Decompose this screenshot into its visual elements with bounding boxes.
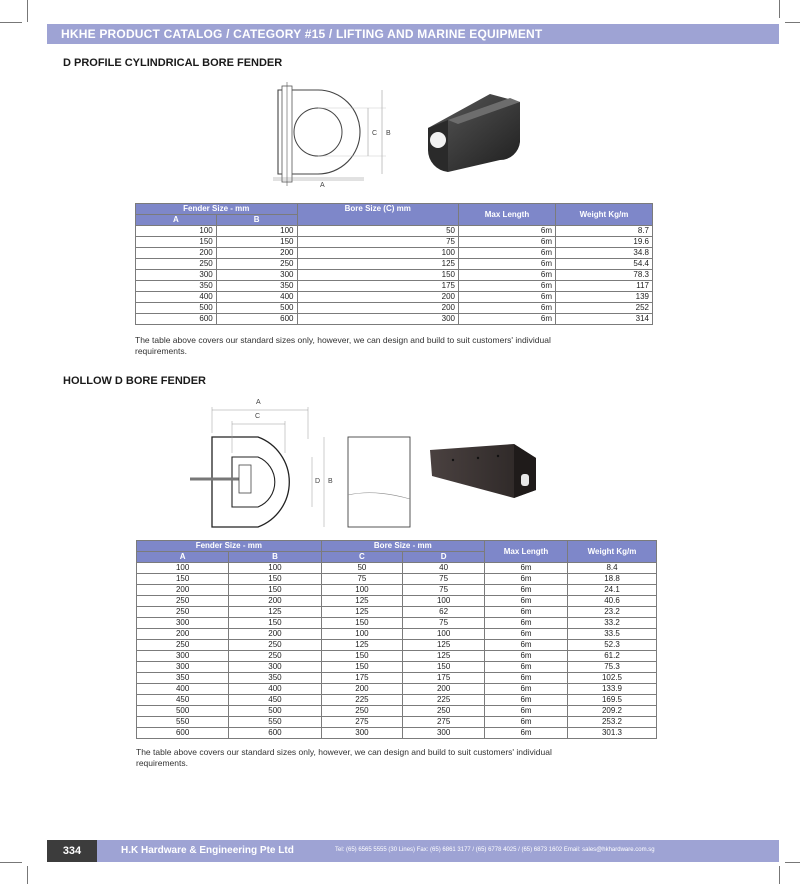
table-row bbox=[136, 314, 653, 325]
table-row bbox=[137, 563, 657, 574]
table-cell: 550 bbox=[137, 717, 229, 728]
table-cell: 200 bbox=[297, 292, 459, 303]
d-profile-spec-table bbox=[135, 203, 653, 325]
table-row bbox=[136, 248, 653, 259]
table-cell: 75 bbox=[403, 574, 485, 585]
hollow-d-side-view bbox=[345, 437, 415, 527]
table-cell: 8.4 bbox=[568, 563, 657, 574]
table-cell: 125 bbox=[403, 640, 485, 651]
table-subheader: A bbox=[136, 215, 217, 226]
table-cell: 500 bbox=[216, 303, 297, 314]
table-cell: 61.2 bbox=[568, 651, 657, 662]
table-cell: 50 bbox=[321, 563, 403, 574]
dim-label-c: C bbox=[255, 413, 261, 420]
table-cell: 550 bbox=[229, 717, 321, 728]
table-cell: 33.2 bbox=[568, 618, 657, 629]
table-cell: 200 bbox=[136, 248, 217, 259]
table-cell: 275 bbox=[321, 717, 403, 728]
table-cell: 8.7 bbox=[556, 226, 653, 237]
dim-label-c: C bbox=[372, 130, 378, 137]
table-cell: 52.3 bbox=[568, 640, 657, 651]
table-cell: 6m bbox=[485, 640, 568, 651]
table-cell: 18.8 bbox=[568, 574, 657, 585]
table-row bbox=[136, 237, 653, 248]
table-cell: 150 bbox=[137, 574, 229, 585]
table-cell: 169.5 bbox=[568, 695, 657, 706]
table-row bbox=[137, 673, 657, 684]
table-cell: 250 bbox=[137, 596, 229, 607]
table-cell: 6m bbox=[459, 226, 556, 237]
table-cell: 450 bbox=[137, 695, 229, 706]
table-cell: 250 bbox=[137, 640, 229, 651]
table-cell: 6m bbox=[485, 585, 568, 596]
table-cell: 175 bbox=[403, 673, 485, 684]
table-cell: 500 bbox=[229, 706, 321, 717]
table-cell: 400 bbox=[216, 292, 297, 303]
table-cell: 350 bbox=[137, 673, 229, 684]
table-cell: 225 bbox=[403, 695, 485, 706]
table-cell: 100 bbox=[403, 629, 485, 640]
table-row bbox=[137, 662, 657, 673]
table-cell: 100 bbox=[403, 596, 485, 607]
table-row bbox=[136, 292, 653, 303]
table-cell: 40 bbox=[403, 563, 485, 574]
table-cell: 600 bbox=[229, 728, 321, 739]
table-cell: 225 bbox=[321, 695, 403, 706]
table-cell: 150 bbox=[321, 618, 403, 629]
hollow-d-spec-table bbox=[136, 540, 657, 739]
table-cell: 314 bbox=[556, 314, 653, 325]
table-row bbox=[137, 706, 657, 717]
table-cell: 200 bbox=[403, 684, 485, 695]
table-cell: 6m bbox=[485, 607, 568, 618]
table-header: Max Length bbox=[485, 541, 568, 563]
table-cell: 62 bbox=[403, 607, 485, 618]
table-cell: 6m bbox=[459, 303, 556, 314]
table-cell: 350 bbox=[229, 673, 321, 684]
table-cell: 250 bbox=[229, 640, 321, 651]
crop-mark bbox=[785, 22, 800, 23]
table-row bbox=[137, 640, 657, 651]
table-cell: 150 bbox=[229, 618, 321, 629]
table-cell: 200 bbox=[229, 629, 321, 640]
table-row bbox=[137, 574, 657, 585]
table-cell: 300 bbox=[216, 270, 297, 281]
section2-title: HOLLOW D BORE FENDER bbox=[63, 375, 206, 387]
table-cell: 6m bbox=[459, 281, 556, 292]
table-cell: 200 bbox=[297, 303, 459, 314]
crop-mark bbox=[27, 866, 28, 884]
d-profile-fender-photo bbox=[420, 80, 525, 180]
table-row bbox=[137, 596, 657, 607]
table-cell: 150 bbox=[229, 574, 321, 585]
table-cell: 350 bbox=[136, 281, 217, 292]
table-header: Weight Kg/m bbox=[556, 204, 653, 226]
dim-label-a: A bbox=[320, 182, 325, 189]
table-cell: 200 bbox=[321, 684, 403, 695]
table-cell: 100 bbox=[321, 629, 403, 640]
table-cell: 6m bbox=[459, 292, 556, 303]
dim-label-b: B bbox=[386, 130, 391, 137]
table-cell: 600 bbox=[216, 314, 297, 325]
table-cell: 350 bbox=[216, 281, 297, 292]
table-cell: 100 bbox=[216, 226, 297, 237]
table-subheader: A bbox=[137, 552, 229, 563]
table-cell: 6m bbox=[485, 574, 568, 585]
page-number: 334 bbox=[47, 840, 97, 862]
table-row bbox=[137, 629, 657, 640]
table-cell: 100 bbox=[137, 563, 229, 574]
page-footer bbox=[47, 840, 779, 862]
table-cell: 300 bbox=[137, 651, 229, 662]
table-cell: 209.2 bbox=[568, 706, 657, 717]
table-cell: 150 bbox=[136, 237, 217, 248]
table-cell: 100 bbox=[229, 563, 321, 574]
company-name: H.K Hardware & Engineering Pte Ltd bbox=[121, 845, 294, 856]
table-cell: 250 bbox=[136, 259, 217, 270]
table-cell: 250 bbox=[321, 706, 403, 717]
table-cell: 253.2 bbox=[568, 717, 657, 728]
table-cell: 6m bbox=[485, 673, 568, 684]
table-cell: 23.2 bbox=[568, 607, 657, 618]
table-cell: 6m bbox=[459, 237, 556, 248]
table-cell: 6m bbox=[485, 684, 568, 695]
table-cell: 300 bbox=[321, 728, 403, 739]
table-cell: 133.9 bbox=[568, 684, 657, 695]
table-cell: 6m bbox=[459, 259, 556, 270]
table-cell: 500 bbox=[136, 303, 217, 314]
page-header-title: HKHE PRODUCT CATALOG / CATEGORY #15 / LIFTING AND MARINE EQUIPMENT bbox=[61, 27, 543, 41]
table-cell: 200 bbox=[229, 596, 321, 607]
table-row bbox=[137, 651, 657, 662]
dim-label-d: D bbox=[315, 478, 321, 485]
table-cell: 33.5 bbox=[568, 629, 657, 640]
table-cell: 600 bbox=[137, 728, 229, 739]
table-cell: 6m bbox=[459, 270, 556, 281]
section1-title: D PROFILE CYLINDRICAL BORE FENDER bbox=[63, 57, 283, 69]
table-cell: 200 bbox=[216, 248, 297, 259]
dim-label-b: B bbox=[328, 478, 333, 485]
table-row bbox=[137, 618, 657, 629]
table-header: Max Length bbox=[459, 204, 556, 226]
table-cell: 6m bbox=[485, 728, 568, 739]
table-cell: 150 bbox=[297, 270, 459, 281]
table-row bbox=[137, 728, 657, 739]
table-cell: 78.3 bbox=[556, 270, 653, 281]
hollow-d-diagram bbox=[190, 395, 340, 535]
table-cell: 50 bbox=[297, 226, 459, 237]
table-row bbox=[136, 303, 653, 314]
crop-mark bbox=[0, 22, 22, 23]
table-cell: 125 bbox=[297, 259, 459, 270]
table-cell: 6m bbox=[485, 563, 568, 574]
crop-mark bbox=[27, 0, 28, 22]
table-cell: 150 bbox=[403, 662, 485, 673]
table-cell: 300 bbox=[229, 662, 321, 673]
table-subheader: B bbox=[216, 215, 297, 226]
table-cell: 200 bbox=[137, 629, 229, 640]
table-cell: 200 bbox=[137, 585, 229, 596]
table-cell: 125 bbox=[321, 596, 403, 607]
table-cell: 150 bbox=[321, 651, 403, 662]
table-cell: 100 bbox=[297, 248, 459, 259]
table-cell: 6m bbox=[485, 596, 568, 607]
table-cell: 150 bbox=[229, 585, 321, 596]
table-cell: 100 bbox=[321, 585, 403, 596]
table-cell: 139 bbox=[556, 292, 653, 303]
table-cell: 150 bbox=[216, 237, 297, 248]
table-cell: 150 bbox=[321, 662, 403, 673]
table-cell: 117 bbox=[556, 281, 653, 292]
table-cell: 40.6 bbox=[568, 596, 657, 607]
table-cell: 250 bbox=[403, 706, 485, 717]
table-cell: 400 bbox=[137, 684, 229, 695]
table-row bbox=[137, 684, 657, 695]
table-header: Fender Size - mm bbox=[136, 204, 298, 215]
table-cell: 6m bbox=[485, 717, 568, 728]
table-cell: 250 bbox=[137, 607, 229, 618]
table-row bbox=[136, 259, 653, 270]
table-header: Weight Kg/m bbox=[568, 541, 657, 563]
table-cell: 300 bbox=[403, 728, 485, 739]
table-cell: 175 bbox=[321, 673, 403, 684]
crop-mark bbox=[779, 0, 780, 18]
table-cell: 75 bbox=[403, 618, 485, 629]
table-cell: 500 bbox=[137, 706, 229, 717]
table-cell: 19.6 bbox=[556, 237, 653, 248]
table-subheader: D bbox=[403, 552, 485, 563]
table-row bbox=[136, 281, 653, 292]
crop-mark bbox=[779, 866, 780, 884]
table-cell: 6m bbox=[459, 314, 556, 325]
table-cell: 252 bbox=[556, 303, 653, 314]
table-cell: 400 bbox=[229, 684, 321, 695]
table-cell: 125 bbox=[321, 640, 403, 651]
dim-label-a: A bbox=[256, 399, 261, 406]
table-cell: 75 bbox=[297, 237, 459, 248]
table-cell: 600 bbox=[136, 314, 217, 325]
table-header: Bore Size - mm bbox=[321, 541, 484, 552]
table-cell: 250 bbox=[216, 259, 297, 270]
table-cell: 100 bbox=[136, 226, 217, 237]
table-cell: 34.8 bbox=[556, 248, 653, 259]
crop-mark bbox=[785, 862, 800, 863]
table-cell: 400 bbox=[136, 292, 217, 303]
contact-info: Tel: (65) 6565 5555 (30 Lines) Fax: (65) 6861 3177 / (65) 6778 4025 / (65) 6873 1602 Email: sales@hkhardware.com.sg bbox=[335, 847, 655, 853]
table-cell: 300 bbox=[137, 618, 229, 629]
table-row bbox=[137, 695, 657, 706]
table-cell: 275 bbox=[403, 717, 485, 728]
table-cell: 6m bbox=[485, 695, 568, 706]
table-cell: 6m bbox=[485, 618, 568, 629]
table-cell: 6m bbox=[459, 248, 556, 259]
table-cell: 125 bbox=[403, 651, 485, 662]
crop-mark bbox=[0, 862, 22, 863]
d-profile-diagram bbox=[268, 82, 408, 187]
table-cell: 75.3 bbox=[568, 662, 657, 673]
section1-note: The table above covers our standard sizes only, however, we can design and build to suit customers' individual requirements. bbox=[135, 335, 551, 356]
table-cell: 125 bbox=[229, 607, 321, 618]
table-cell: 6m bbox=[485, 651, 568, 662]
page-header bbox=[47, 24, 779, 44]
table-row bbox=[137, 717, 657, 728]
table-cell: 301.3 bbox=[568, 728, 657, 739]
table-cell: 175 bbox=[297, 281, 459, 292]
table-cell: 6m bbox=[485, 706, 568, 717]
table-cell: 450 bbox=[229, 695, 321, 706]
table-row bbox=[137, 585, 657, 596]
table-cell: 300 bbox=[136, 270, 217, 281]
table-header: Bore Size (C) mm bbox=[297, 204, 459, 226]
table-subheader: C bbox=[321, 552, 403, 563]
table-cell: 75 bbox=[403, 585, 485, 596]
table-header: Fender Size - mm bbox=[137, 541, 322, 552]
hollow-d-fender-photo bbox=[428, 440, 538, 500]
table-cell: 102.5 bbox=[568, 673, 657, 684]
table-cell: 54.4 bbox=[556, 259, 653, 270]
table-row bbox=[136, 270, 653, 281]
table-row bbox=[137, 607, 657, 618]
table-cell: 125 bbox=[321, 607, 403, 618]
table-cell: 300 bbox=[137, 662, 229, 673]
section2-note: The table above covers our standard sizes only, however, we can design and build to suit customers' individual requirements. bbox=[136, 747, 552, 768]
table-cell: 75 bbox=[321, 574, 403, 585]
table-cell: 300 bbox=[297, 314, 459, 325]
table-cell: 250 bbox=[229, 651, 321, 662]
table-cell: 6m bbox=[485, 662, 568, 673]
table-cell: 24.1 bbox=[568, 585, 657, 596]
table-cell: 6m bbox=[485, 629, 568, 640]
table-subheader: B bbox=[229, 552, 321, 563]
table-row bbox=[136, 226, 653, 237]
